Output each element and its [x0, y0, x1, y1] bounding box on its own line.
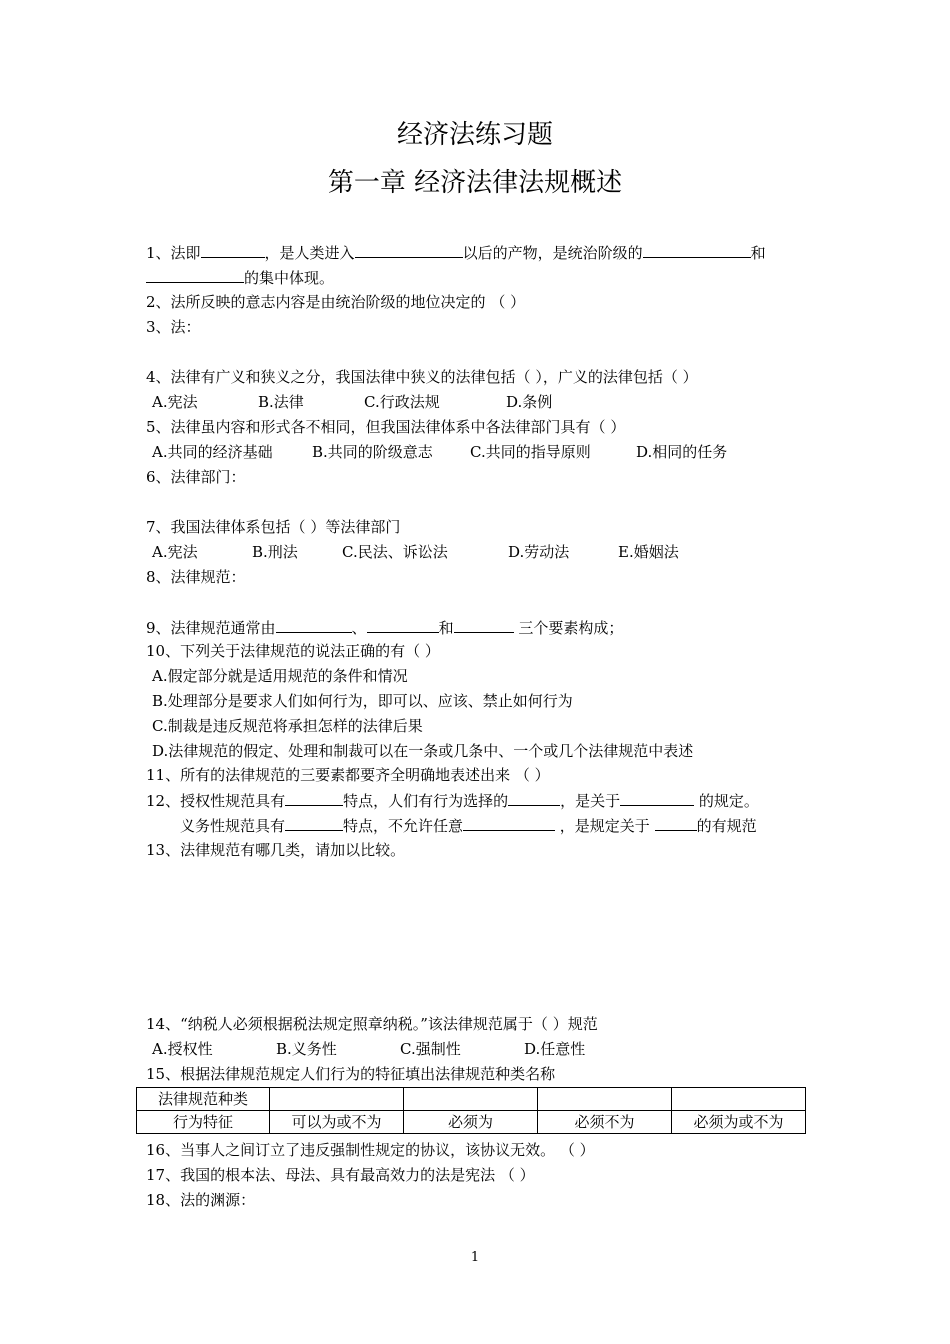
table-cell-empty	[538, 1088, 672, 1111]
classification-table	[136, 1087, 806, 1134]
q12b-text-d: 的有规范	[696, 817, 757, 835]
question-12-line2	[146, 815, 757, 836]
question-18: 18、法的渊源：	[146, 1191, 256, 1209]
option: B.法律	[258, 393, 304, 411]
question-9	[146, 617, 623, 638]
chapter-title: 第一章 经济法律法规概述	[327, 168, 623, 198]
q1-text-c: 以后的产物，是统治阶级的	[462, 244, 643, 262]
question-8: 8、法律规范：	[146, 568, 246, 586]
option: A.授权性	[152, 1040, 213, 1058]
option: B.义务性	[276, 1040, 337, 1058]
option: D.相同的任务	[636, 443, 728, 461]
question-15: 15、根据法律规范规定人们行为的特征填出法律规范种类名称	[146, 1065, 556, 1083]
q1-text-a: 1、法即	[146, 244, 201, 262]
question-14-options	[146, 1039, 585, 1059]
question-11: 11、所有的法律规范的三要素都要齐全明确地表述出来 （ ）	[146, 766, 550, 784]
q9-text-b: 、	[351, 619, 367, 637]
q1-text-e: 的集中体现。	[244, 269, 335, 287]
question-12-line1	[146, 790, 759, 811]
question-10-option-a: A.假定部分就是适用规范的条件和情况	[152, 667, 408, 685]
question-7-options	[146, 542, 679, 562]
table-cell-empty	[404, 1088, 538, 1111]
question-10-option-c: C.制裁是违反规范将承担怎样的法律后果	[152, 717, 423, 735]
question-7: 7、我国法律体系包括（ ）等法律部门	[146, 518, 401, 536]
table-cell: 必须不为	[538, 1111, 672, 1134]
q9-text-d: 三个要素构成；	[513, 619, 624, 637]
table-cell: 可以为或不为	[270, 1111, 404, 1134]
blank	[367, 617, 439, 633]
blank	[655, 815, 697, 831]
option: D.任意性	[524, 1040, 586, 1058]
q12-text-a: 12、授权性规范具有	[146, 792, 286, 810]
question-14: 14、“纳税人必须根据税法规定照章纳税。”该法律规范属于（ ）规范	[146, 1015, 598, 1033]
option: A.共同的经济基础	[152, 443, 273, 461]
page-number: 1	[470, 1250, 480, 1265]
question-4: 4、法律有广义和狭义之分，我国法律中狭义的法律包括（ ），广义的法律包括（ ）	[146, 368, 698, 386]
q1-text-b: ，是人类进入	[264, 244, 355, 262]
q12-text-b: 特点，人们有行为选择的	[343, 792, 509, 810]
q12b-text-a: 义务性规范具有	[180, 817, 286, 835]
question-13: 13、法律规范有哪几类，请加以比较。	[146, 841, 406, 859]
table-row	[137, 1111, 806, 1134]
q9-text-a: 9、法律规范通常由	[146, 619, 276, 637]
question-5-options	[146, 442, 727, 462]
question-10-option-b: B.处理部分是要求人们如何行为，即可以、应该、禁止如何行为	[152, 692, 573, 710]
question-10: 10、下列关于法律规范的说法正确的有（ ）	[146, 642, 440, 660]
blank	[620, 790, 694, 806]
question-3: 3、法：	[146, 318, 201, 336]
option: C.民法、诉讼法	[342, 543, 448, 561]
q12b-text-c: ，是规定关于	[555, 817, 655, 835]
option: C.强制性	[400, 1040, 461, 1058]
question-2: 2、法所反映的意志内容是由统治阶级的地位决定的 （ ）	[146, 293, 526, 311]
option: B.共同的阶级意志	[312, 443, 433, 461]
blank	[508, 790, 560, 806]
question-1-cont	[146, 267, 334, 288]
question-1	[146, 242, 766, 263]
document-title: 经济法练习题	[396, 120, 553, 150]
question-4-options	[146, 392, 552, 412]
blank	[454, 617, 514, 633]
option: E.婚姻法	[618, 543, 679, 561]
option: D.条例	[506, 393, 553, 411]
q1-text-d: 和	[750, 244, 766, 262]
table-header-cell: 法律规范种类	[137, 1088, 270, 1111]
question-16: 16、当事人之间订立了违反强制性规定的协议，该协议无效。 （ ）	[146, 1141, 595, 1159]
table-cell: 必须为	[404, 1111, 538, 1134]
blank	[355, 242, 463, 258]
blank	[643, 242, 751, 258]
blank	[276, 617, 352, 633]
question-6: 6、法律部门：	[146, 468, 246, 486]
option: A.宪法	[152, 543, 198, 561]
question-10-option-d: D.法律规范的假定、处理和制裁可以在一条或几条中、一个或几个法律规范中表述	[152, 742, 694, 760]
blank	[201, 242, 265, 258]
table-row	[137, 1088, 806, 1111]
option: D.劳动法	[508, 543, 570, 561]
question-5: 5、法律虽内容和形式各不相同，但我国法律体系中各法律部门具有（ ）	[146, 418, 626, 436]
question-17: 17、我国的根本法、母法、具有最高效力的法是宪法 （ ）	[146, 1166, 535, 1184]
table-header-cell: 行为特征	[137, 1111, 270, 1134]
q12-text-d: 的规定。	[694, 792, 759, 810]
option: B.刑法	[252, 543, 298, 561]
blank	[463, 815, 555, 831]
q9-text-c: 和	[438, 619, 454, 637]
q12-text-c: ，是关于	[560, 792, 621, 810]
blank	[146, 267, 244, 283]
blank	[285, 815, 343, 831]
blank	[285, 790, 343, 806]
option: C.行政法规	[364, 393, 440, 411]
option: C.共同的指导原则	[470, 443, 591, 461]
q12b-text-b: 特点，不允许任意	[343, 817, 464, 835]
table-cell-empty	[270, 1088, 404, 1111]
option: A.宪法	[152, 393, 198, 411]
table-cell-empty	[672, 1088, 806, 1111]
table-cell: 必须为或不为	[672, 1111, 806, 1134]
